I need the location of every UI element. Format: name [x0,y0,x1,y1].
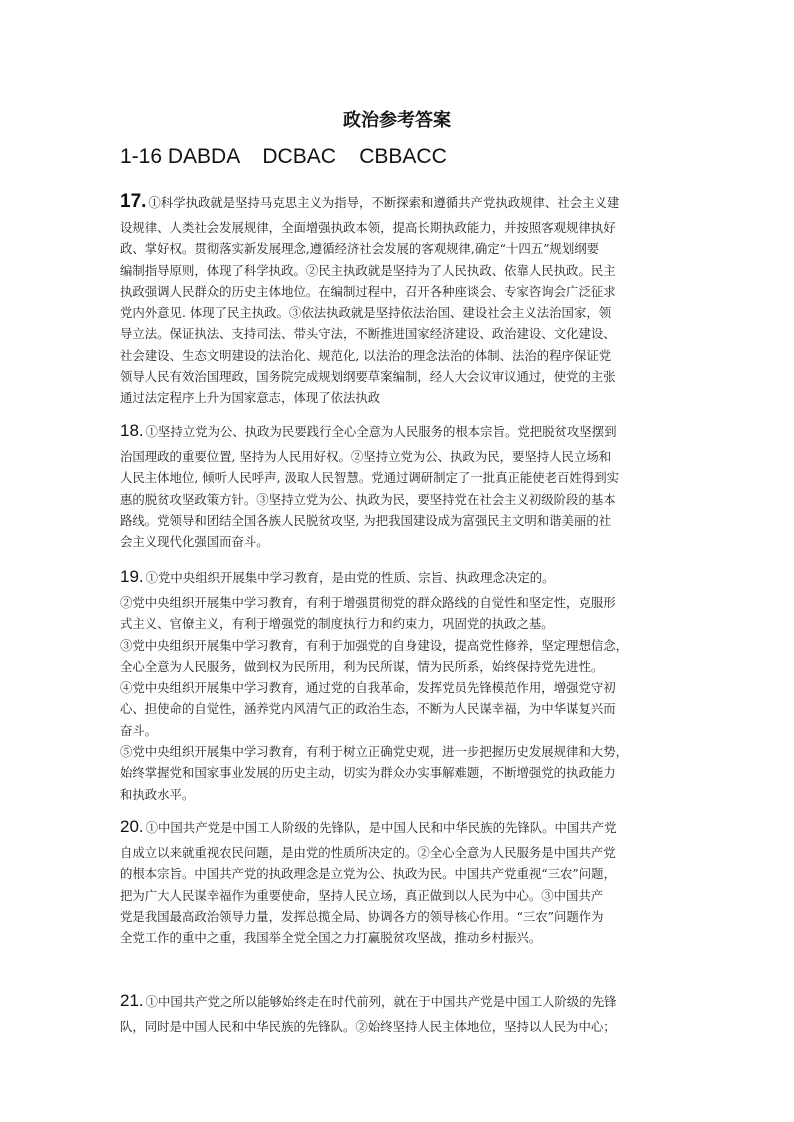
answer-line: 路线。党领导和团结全国各族人民脱贫攻坚, 为把我国建设成为富强民主文明和谐美丽的社 [120,512,612,528]
answer-text: ①中国共产党之所以能够始终走在时代前列，就在于中国共产党是中国工人阶级的先锋 [145,994,617,1009]
question-number: 19. [120,567,144,586]
multiple-choice-answers: 1-16 DABDA DCBAC CBBACC [120,145,447,168]
answer-text: ①坚持立党为公、执政为民要践行全心全意为人民服务的根本宗旨。党把脱贫攻坚摆到 [145,424,617,439]
answer-18-first-line [120,416,680,446]
answer-20-first-line [120,812,680,842]
answer-17 [120,187,680,409]
answer-21 [120,986,680,1037]
answer-line: ②党中央组织开展集中学习教育，有利于增强贯彻党的群众路线的自觉性和坚定性，克服形 [120,595,616,610]
answer-line: 导立法。保证执法、支持司法、带头守法，不断推进国家经济建设、政治建设、文化建设、 [120,326,616,342]
answer-line: 编制指导原则，体现了科学执政。②民主执政就是坚持为了人民执政、依靠人民执政。民主 [120,262,616,278]
answer-line: 自成立以来就重视农民问题，是由党的性质所决定的。②全心全意为人民服务是中国共产党 [120,845,616,860]
answer-line: 心、担使命的自觉性，涵养党内风清气正的政治生态，不断为人民谋幸福，为中华谋复兴而 [120,701,616,717]
answer-line: 式主义、官僚主义，有利于增强党的制度执行力和约束力，巩固党的执政之基。 [120,616,554,632]
answer-line: ⑤党中央组织开展集中学习教育，有利于树立正确党史观，进一步把握历史发展规律和大势， [120,744,629,760]
answer-line: 社会建设、生态文明建设的法治化、规范化, 以法治的理念法治的体制、法治的程序保证党 [120,347,612,363]
answer-line: 执政强调人民群众的历史主体地位。在编制过程中，召开各种座谈会、专家咨询会广泛征求 [120,283,616,299]
answer-line: 的根本宗旨。中国共产党的执政理念是立党为公、执政为民。中国共产党重视“三农”问题， [120,866,616,882]
answer-line: 队，同时是中国人民和中华民族的先锋队。②始终坚持人民主体地位，坚持以人民为中心； [120,1019,616,1034]
question-number: 17. [120,191,147,212]
answer-line: 奋斗。 [120,722,158,738]
answer-line: 党内外意见. 体现了民主执政。③依法执政就是坚持依法治国、建设社会主义法治国家，领 [120,305,612,321]
answer-line: 会主义现代化强国而奋斗。 [120,534,269,550]
answer-19 [120,562,680,805]
answer-line: 全心全意为人民服务，做到权为民所用，利为民所谋，情为民所系，始终保持党先进性。 [120,658,604,674]
answer-line: 政、掌好权。贯彻落实新发展理念,遵循经济社会发展的客观规律,确定“十四五”规划纲要 [120,241,599,257]
question-number: 20. [120,817,144,836]
answer-line: 设规律、人类社会发展规律，全面增强执政本领，提高长期执政能力，并按照客观规律执好 [120,220,616,235]
answer-20 [120,812,680,948]
answer-line: 党是我国最高政治领导力量，发挥总揽全局、协调各方的领导核心作用。“三农”问题作为 [120,908,604,924]
answer-text: ①党中央组织开展集中学习教育，是由党的性质、宗旨、执政理念决定的。 [145,570,555,585]
answer-line: 领导人民有效治国理政，国务院完成规划纲要草案编制，经人大会议审议通过，使党的主张 [120,369,616,385]
answer-line: 把为广大人民谋幸福作为重要使命，坚持人民立场，真正做到以人民为中心。③中国共产 [120,887,604,903]
answer-text: ①中国共产党是中国工人阶级的先锋队，是中国人民和中华民族的先锋队。中国共产党 [145,820,617,835]
answer-17-first-line [120,187,680,217]
answer-line: 和执政水平。 [120,786,195,802]
answer-line: 始终掌握党和国家事业发展的历史主动，切实为群众办实事解难题，不断增强党的执政能力 [120,765,616,781]
answer-18 [120,416,680,552]
answer-line: 治国理政的重要位置, 坚持为人民用好权。②坚持立党为公、执政为民，要坚持人民立场和 [120,449,612,464]
answer-21-first-line [120,986,680,1016]
answer-line: ③党中央组织开展集中学习教育，有利于加强党的自身建设，提高党性修养，坚定理想信念， [120,637,629,653]
answer-line: 惠的脱贫攻坚政策方针。③坚持立党为公、执政为民，要坚持党在社会主义初级阶段的基本 [120,491,616,507]
page-title: 政治参考答案 [343,110,451,131]
question-number: 18. [120,421,144,440]
answer-19-first-line [120,562,680,592]
answer-line: ④党中央组织开展集中学习教育，通过党的自我革命，发挥党员先锋模范作用，增强党守初 [120,680,616,696]
answer-line: 人民主体地位, 倾听人民呼声, 汲取人民智慧。党通过调研制定了一批真正能使老百姓得到实 [120,470,619,486]
answer-text: ①科学执政就是坚持马克思主义为指导，不断探索和遵循共产党执政规律、社会主义建 [148,195,620,210]
answer-line: 通过法定程序上升为国家意志，体现了依法执政 [120,390,381,406]
answer-line: 全党工作的重中之重，我国举全党全国之力打赢脱贫攻坚战，推动乡村振兴。 [120,930,542,946]
question-number: 21. [120,991,144,1010]
